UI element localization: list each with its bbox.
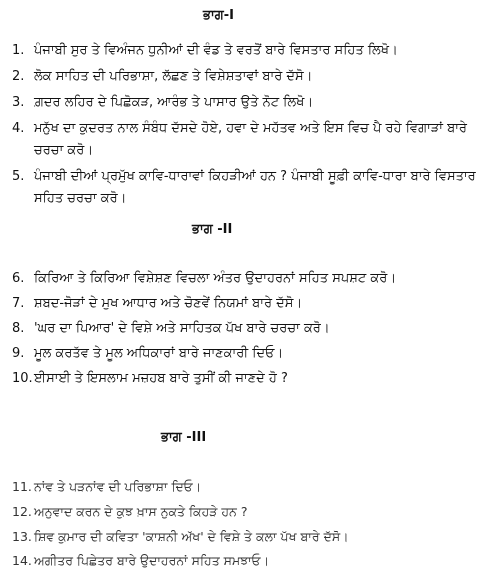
question-4 [12, 118, 497, 162]
question-text-continued: ਸਹਿਤ ਚਰਚਾ ਕਰੋ। [34, 191, 127, 206]
question-11 [12, 476, 497, 498]
question-text: ਪੰਜਾਬੀ ਸੁਰ ਤੇ ਵਿਅੰਜਨ ਧੁਨੀਆਂ ਦੀ ਵੰਡ ਤੇ ਵਰਤੋਂ ਬਾਰੇ ਵਿਸਤਾਰ ਸਹਿਤ ਲਿਖੋ। [34, 43, 398, 58]
question-text: ਈਸਾਈ ਤੇ ਇਸਲਾਮ ਮਜ਼ਹਬ ਬਾਰੇ ਤੁਸੀਂ ਕੀ ਜਾਣਦੇ ਹੋ ? [34, 371, 288, 386]
section-heading-1: ਭਾਗ-I [203, 8, 234, 23]
question-text: ਨਾਂਵ ਤੇ ਪੜਨਾਂਵ ਦੀ ਪਰਿਭਾਸ਼ਾ ਦਿਓ। [34, 479, 202, 494]
question-number: 1. [12, 43, 25, 58]
question-number: 7. [12, 296, 25, 311]
question-text: ਪੰਜਾਬੀ ਦੀਆਂ ਪ੍ਰਮੁੱਖ ਕਾਵਿ-ਧਾਰਾਵਾਂ ਕਿਹੜੀਆਂ ਹਨ ? ਪੰਜਾਬੀ ਸੂਫ਼ੀ ਕਾਵਿ-ਧਾਰਾ ਬਾਰੇ ਵਿਸਤਾਰ [34, 169, 476, 184]
question-7 [12, 293, 497, 315]
question-number: 11. [12, 479, 32, 494]
question-text: ਸ਼ਿਵ ਕੁਮਾਰ ਦੀ ਕਵਿਤਾ 'ਕਾਸ਼ਨੀ ਅੱਖ' ਦੇ ਵਿਸ਼ੇ ਤੇ ਕਲਾ ਪੱਖ ਬਾਰੇ ਦੱਸੋ। [34, 529, 349, 544]
question-6 [12, 268, 497, 290]
section-heading-3: ਭਾਗ -III [161, 430, 207, 445]
question-8 [12, 318, 497, 340]
question-number: 8. [12, 321, 25, 336]
question-10 [12, 368, 497, 390]
question-3 [12, 92, 497, 114]
question-text: ਗ਼ਦਰ ਲਹਿਰ ਦੇ ਪਿਛੋਕੜ, ਆਰੰਭ ਤੇ ਪਾਸਾਰ ਉਤੇ ਨੋਟ ਲਿਖੋ। [34, 95, 314, 110]
question-12 [12, 501, 497, 523]
question-number: 5. [12, 169, 25, 184]
section-heading-2: ਭਾਗ -II [192, 222, 233, 237]
question-1 [12, 40, 497, 62]
question-text-continued: ਚਰਚਾ ਕਰੋ। [34, 143, 94, 158]
question-number: 4. [12, 121, 25, 136]
question-text: ਅਨੁਵਾਦ ਕਰਨ ਦੇ ਕੁਝ ਖ਼ਾਸ ਨੁਕਤੇ ਕਿਹੜੇ ਹਨ ? [34, 504, 248, 519]
question-13 [12, 526, 497, 548]
question-number: 13. [12, 529, 32, 544]
question-9 [12, 343, 497, 365]
question-number: 3. [12, 95, 25, 110]
question-number: 10. [12, 371, 33, 386]
question-text: ਕਿਰਿਆ ਤੇ ਕਿਰਿਆ ਵਿਸ਼ੇਸ਼ਣ ਵਿਚਲਾ ਅੰਤਰ ਉਦਾਹਰਨਾਂ ਸਹਿਤ ਸਪਸ਼ਟ ਕਰੋ। [34, 271, 397, 286]
question-number: 2. [12, 69, 25, 84]
question-text: ਲੋਕ ਸਾਹਿਤ ਦੀ ਪਰਿਭਾਸ਼ਾ, ਲੱਛਣ ਤੇ ਵਿਸ਼ੇਸ਼ਤਾਵਾਂ ਬਾਰੇ ਦੱਸੋ। [34, 69, 313, 84]
question-text: 'ਘਰ ਦਾ ਪਿਆਰ' ਦੇ ਵਿਸ਼ੇ ਅਤੇ ਸਾਹਿਤਕ ਪੱਖ ਬਾਰੇ ਚਰਚਾ ਕਰੋ। [34, 321, 330, 336]
question-text: ਮੂਲ ਕਰਤੱਵ ਤੇ ਮੂਲ ਅਧਿਕਾਰਾਂ ਬਾਰੇ ਜਾਣਕਾਰੀ ਦਿਓ। [34, 346, 284, 361]
question-14 [12, 550, 497, 572]
question-5 [12, 166, 497, 210]
question-text: ਅਗੀਤਰ ਪਿਛੇਤਰ ਬਾਰੇ ਉਦਾਹਰਨਾਂ ਸਹਿਤ ਸਮਝਾਓ। [34, 553, 270, 568]
question-2 [12, 66, 497, 88]
question-number: 12. [12, 504, 32, 519]
question-text: ਸ਼ਬਦ-ਜੋੜਾਂ ਦੇ ਮੁਖ ਆਧਾਰ ਅਤੇ ਚੋਣਵੇਂ ਨਿਯਮਾਂ ਬਾਰੇ ਦੱਸੋ। [34, 296, 303, 311]
question-text: ਮਨੁੱਖ ਦਾ ਕੁਦਰਤ ਨਾਲ ਸੰਬੰਧ ਦੱਸਦੇ ਹੋਏ, ਹਵਾ ਦੇ ਮਹੱਤਵ ਅਤੇ ਇਸ ਵਿਚ ਪੈ ਰਹੇ ਵਿਗਾੜਾਂ ਬਾਰੇ [34, 121, 467, 136]
question-number: 9. [12, 346, 25, 361]
question-number: 6. [12, 271, 25, 286]
question-number: 14. [12, 553, 32, 568]
